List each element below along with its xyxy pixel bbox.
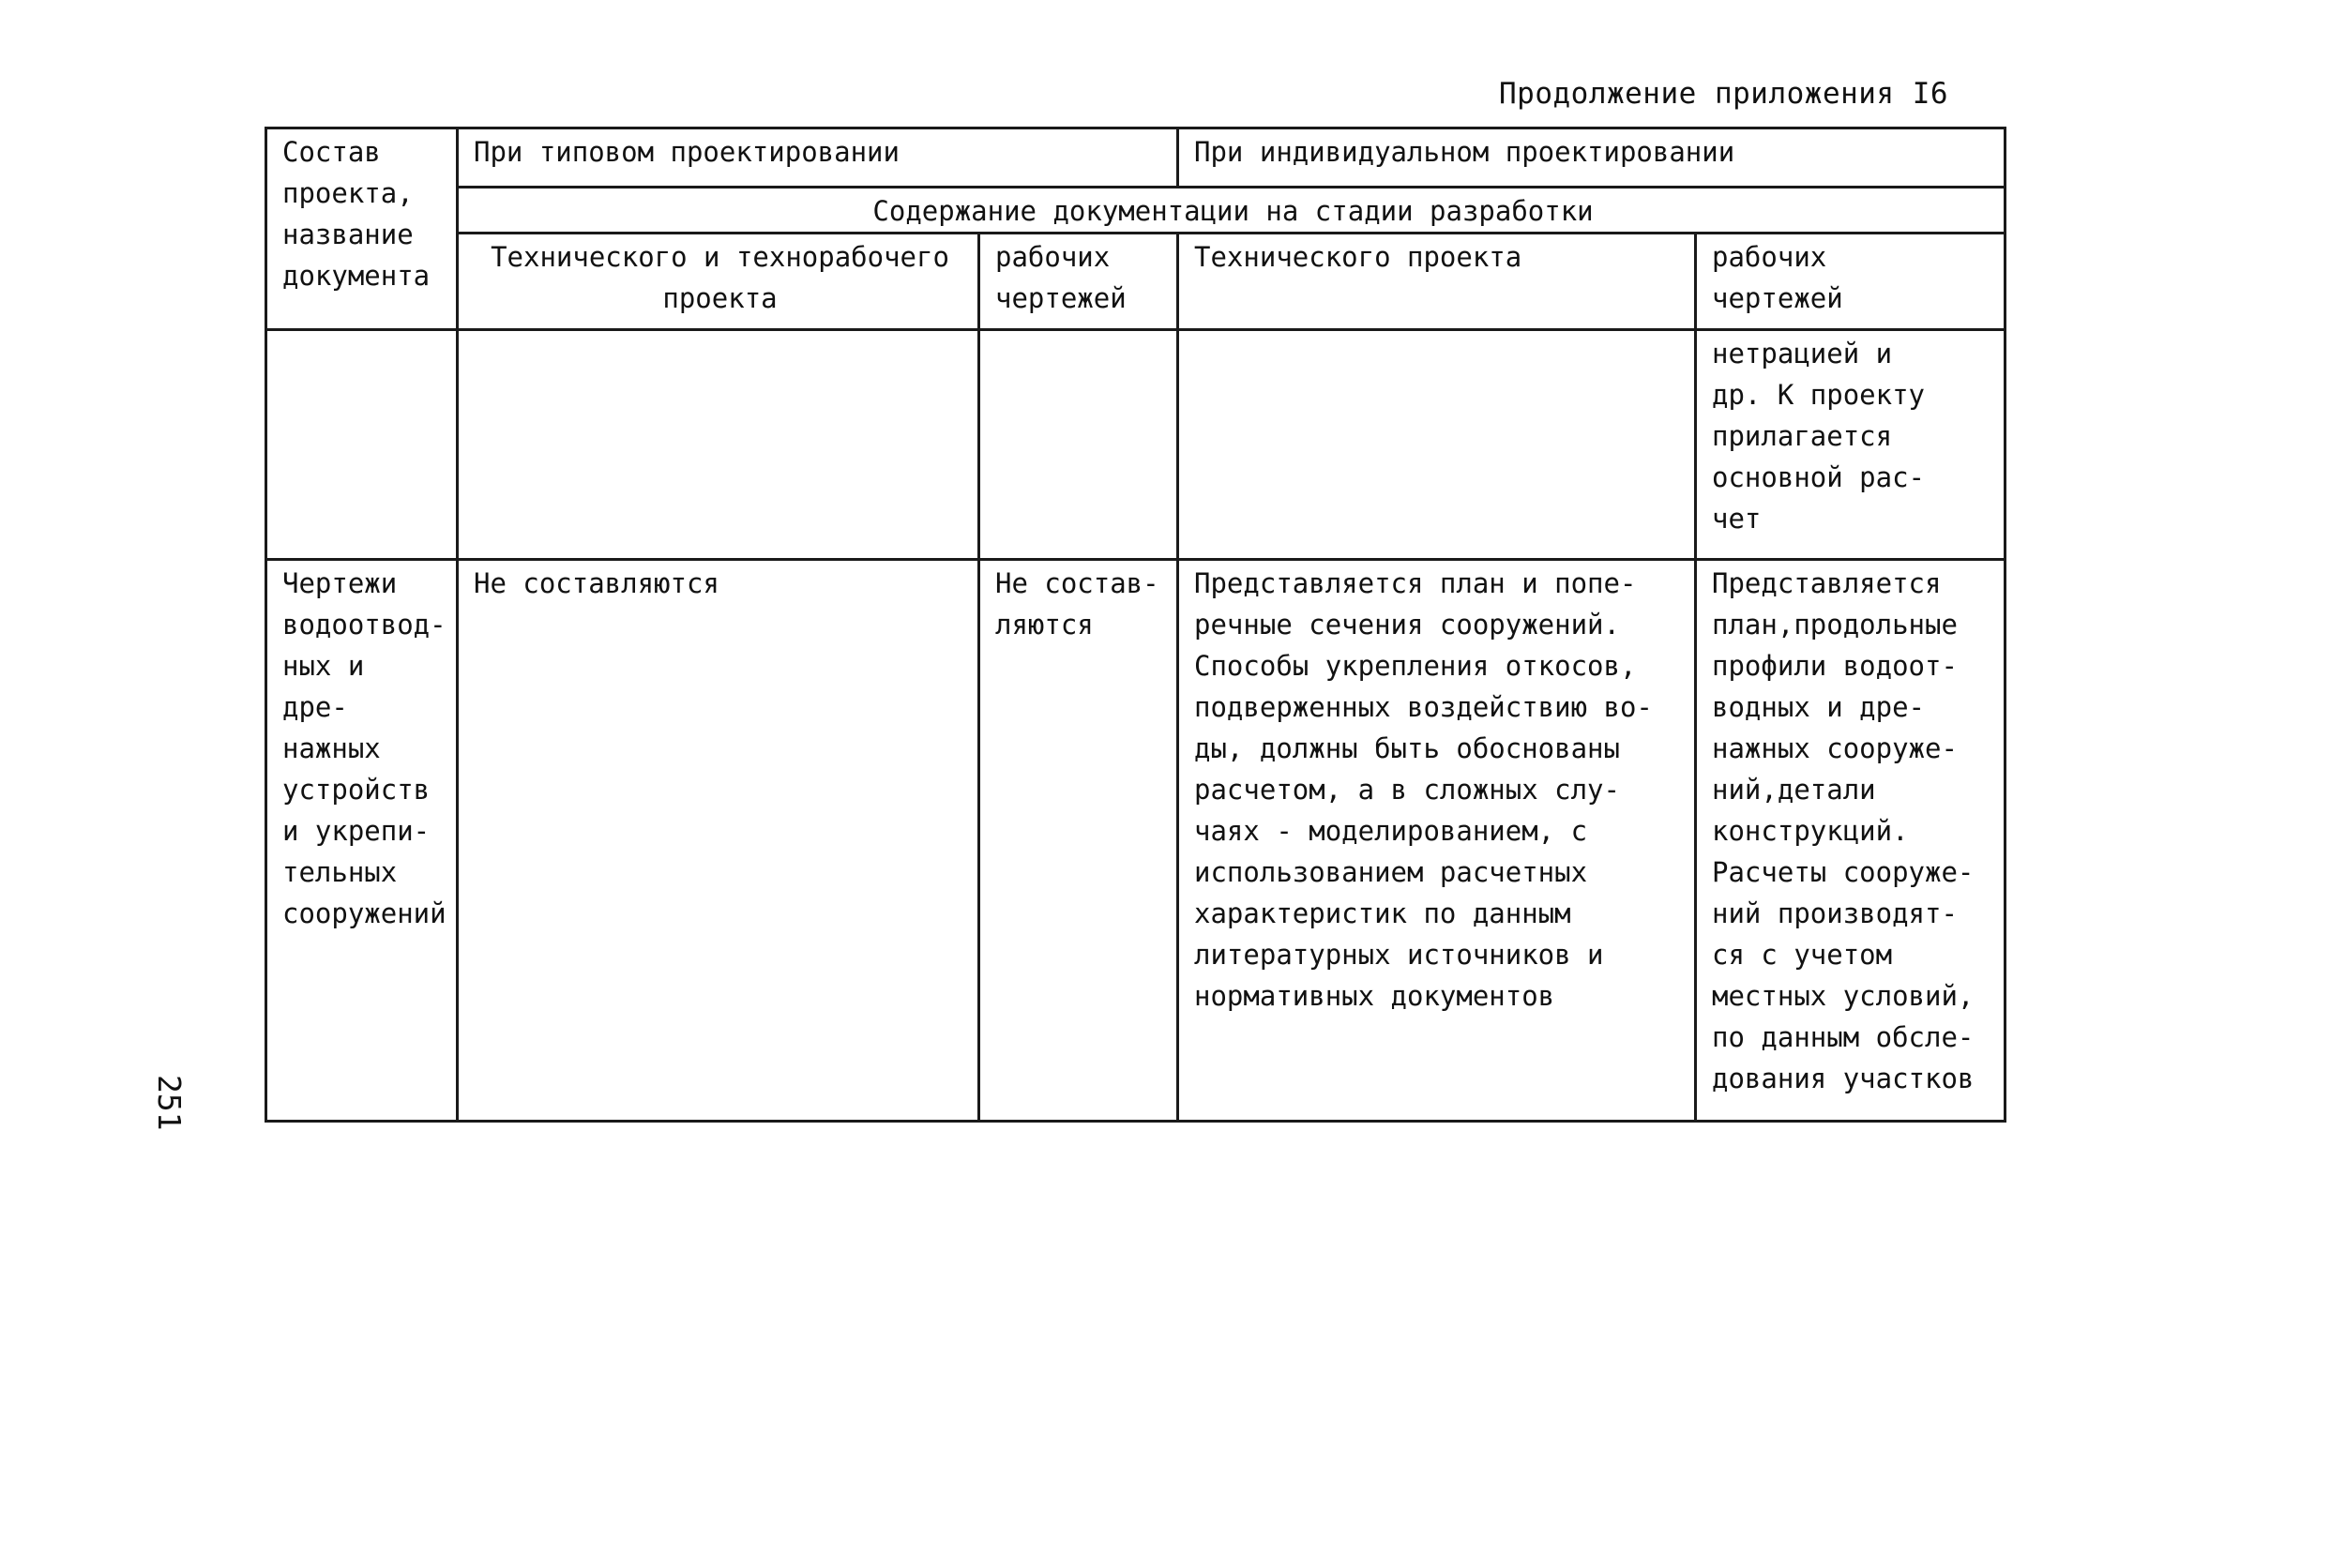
row1-name-cell bbox=[266, 330, 458, 560]
continuation-header: Продолжение приложения I6 bbox=[1499, 77, 1949, 111]
header-typical-technical: Технического и технорабочего проекта bbox=[458, 234, 979, 330]
table-header-row-1 bbox=[266, 128, 2005, 188]
page-number: 251 bbox=[151, 1075, 188, 1131]
row2-typical-technical-cell: Не составляются bbox=[458, 560, 979, 1122]
row1-individual-technical-cell bbox=[1178, 330, 1696, 560]
header-typical-design: При типовом проектировании bbox=[458, 128, 1178, 188]
documentation-table bbox=[265, 127, 2006, 1123]
row1-individual-working-cell: нетрацией и др. К проекту прилагается основной рас- чет bbox=[1696, 330, 2005, 560]
row2-typical-working-cell: Не состав- ляются bbox=[979, 560, 1178, 1122]
table-row bbox=[266, 560, 2005, 1122]
row1-typical-working-cell bbox=[979, 330, 1178, 560]
table-row bbox=[266, 330, 2005, 560]
header-individual-technical: Технического проекта bbox=[1178, 234, 1696, 330]
row2-name-cell: Чертежи водоотвод- ных и дре- нажных устройств и укрепи- тельных сооружений bbox=[266, 560, 458, 1122]
header-individual-working: рабочих чертежей bbox=[1696, 234, 2005, 330]
header-individual-design: При индивидуальном проектировании bbox=[1178, 128, 2005, 188]
header-stub-cell: Состав проекта, название документа bbox=[266, 128, 458, 330]
table-header-row-2 bbox=[266, 188, 2005, 234]
row2-individual-working-cell: Представляется план,продольные профили водоот- водных и дре- нажных сооруже- ний,детали конструкций. Расчеты сооруже- ний производят- ся с учетом местных условий, по данным обсле- дования участков bbox=[1696, 560, 2005, 1122]
header-typical-working: рабочих чертежей bbox=[979, 234, 1178, 330]
header-content-caption: Содержание документации на стадии разработки bbox=[458, 188, 2005, 234]
row2-individual-technical-cell: Представляется план и попе- речные сечения сооружений. Способы укрепления откосов, подверженных воздействию во- ды, должны быть обоснованы расчетом, а в сложных слу- чаях - моделированием, с использованием расчетных характеристик по данным литературных источников и нормативных документов bbox=[1178, 560, 1696, 1122]
table-header-row-3 bbox=[266, 234, 2005, 330]
row1-typical-technical-cell bbox=[458, 330, 979, 560]
